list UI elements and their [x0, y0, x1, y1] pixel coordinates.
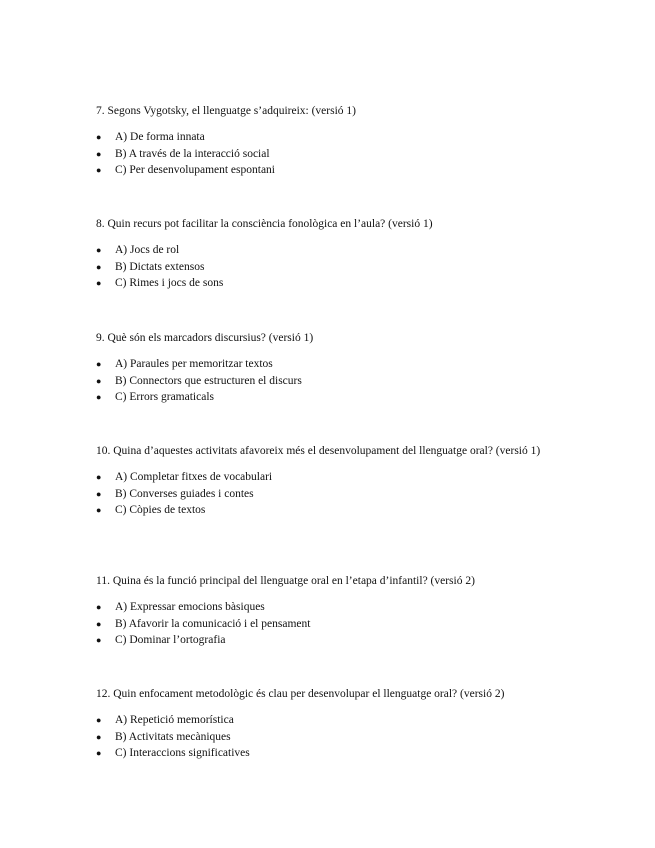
option-text: B) Activitats mecàniques: [115, 730, 231, 743]
option-item: [96, 502, 556, 519]
option-list: [96, 356, 556, 406]
option-item: [96, 162, 556, 179]
question-11: [96, 573, 556, 649]
bullet-icon: ●: [96, 472, 102, 482]
option-item: [96, 146, 556, 163]
option-item: [96, 486, 556, 503]
option-list: [96, 129, 556, 179]
option-text: B) A través de la interacció social: [115, 147, 270, 160]
bullet-icon: ●: [96, 278, 102, 288]
question-title: 10. Quina d’aquestes activitats afavoreix més el desenvolupament del llenguatge oral? (versió 1): [96, 445, 541, 457]
question-9: [96, 330, 556, 406]
question-10: [96, 443, 556, 519]
option-item: [96, 599, 556, 616]
bullet-icon: ●: [96, 618, 102, 629]
bullet-icon: ●: [96, 505, 102, 515]
option-text: A) Completar fitxes de vocabulari: [115, 471, 273, 483]
bullet-icon: ●: [96, 602, 102, 612]
option-text: B) Connectors que estructuren el discurs: [115, 374, 302, 387]
bullet-icon: ●: [96, 245, 102, 255]
option-text: A) Jocs de rol: [115, 244, 180, 256]
option-text: C) Còpies de textos: [115, 504, 206, 516]
option-item: [96, 275, 556, 292]
option-text: B) Converses guiades i contes: [115, 487, 254, 500]
bullet-icon: ●: [96, 392, 102, 402]
option-item: [96, 469, 556, 486]
bullet-icon: ●: [96, 359, 102, 369]
question-title: 12. Quin enfocament metodològic és clau per desenvolupar el llenguatge oral? (versió 2): [96, 688, 505, 700]
option-item: [96, 242, 556, 259]
question-title: 9. Què són els marcadors discursius? (versió 1): [96, 332, 314, 344]
option-item: [96, 259, 556, 276]
bullet-icon: ●: [96, 132, 102, 142]
bullet-icon: ●: [96, 165, 102, 175]
bullet-icon: ●: [96, 635, 102, 645]
option-item: [96, 745, 556, 762]
option-text: A) Expressar emocions bàsiques: [115, 601, 265, 613]
bullet-icon: ●: [96, 715, 102, 725]
option-list: [96, 599, 556, 649]
option-item: [96, 632, 556, 649]
option-text: C) Rimes i jocs de sons: [115, 277, 224, 289]
bullet-icon: ●: [96, 261, 102, 272]
option-text: C) Dominar l’ortografia: [115, 634, 226, 646]
option-text: B) Dictats extensos: [115, 260, 205, 273]
bullet-icon: ●: [96, 375, 102, 386]
bullet-icon: ●: [96, 148, 102, 159]
question-12: [96, 686, 556, 762]
option-item: [96, 712, 556, 729]
option-item: [96, 129, 556, 146]
option-item: [96, 356, 556, 373]
option-text: B) Afavorir la comunicació i el pensament: [115, 617, 311, 630]
option-text: A) Repetició memorística: [115, 714, 234, 726]
bullet-icon: ●: [96, 748, 102, 758]
option-text: C) Interaccions significatives: [115, 747, 250, 759]
option-list: [96, 242, 556, 292]
option-item: [96, 389, 556, 406]
bullet-icon: ●: [96, 731, 102, 742]
option-text: A) Paraules per memoritzar textos: [115, 358, 273, 370]
option-text: A) De forma innata: [115, 131, 205, 143]
option-item: [96, 373, 556, 390]
option-list: [96, 712, 556, 762]
bullet-icon: ●: [96, 488, 102, 499]
question-title: 7. Segons Vygotsky, el llenguatge s’adquireix: (versió 1): [96, 105, 356, 117]
question-title: 8. Quin recurs pot facilitar la consciència fonològica en l’aula? (versió 1): [96, 218, 433, 230]
option-text: C) Errors gramaticals: [115, 391, 214, 403]
question-8: [96, 216, 556, 292]
question-title: 11. Quina és la funció principal del llenguatge oral en l’etapa d’infantil? (versió 2): [96, 575, 475, 587]
question-7: [96, 103, 556, 179]
option-item: [96, 729, 556, 746]
option-list: [96, 469, 556, 519]
option-text: C) Per desenvolupament espontani: [115, 164, 276, 176]
option-item: [96, 616, 556, 633]
